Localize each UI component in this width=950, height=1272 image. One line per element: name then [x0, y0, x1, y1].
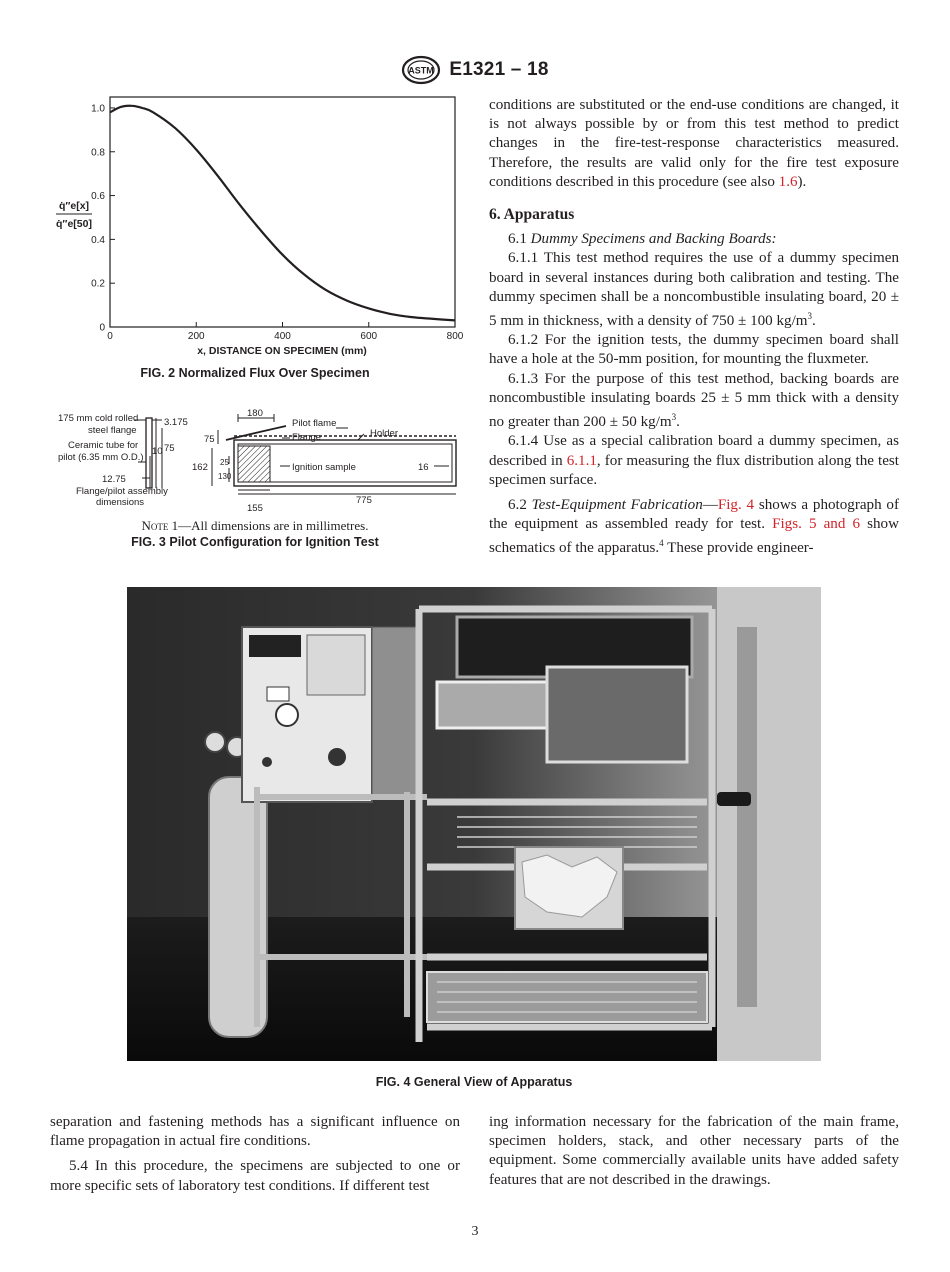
link-figs-5-6[interactable]: Figs. 5 and 6	[772, 516, 861, 533]
flange-desc-line2: steel flange	[88, 425, 137, 436]
assembly-label-line2: dimensions	[96, 497, 145, 508]
paragraph-5-4: 5.4 In this procedure, the specimens are subjected to one or more specific sets of laboratory test conditions. If different test	[50, 1158, 460, 1194]
y-tick-label: 0.6	[91, 191, 105, 203]
x-tick-label: 400	[274, 331, 291, 342]
dim-1275: 12.75	[102, 474, 126, 485]
link-fig-4[interactable]: Fig. 4	[717, 496, 755, 513]
y-tick-label: 0	[99, 322, 105, 334]
right-column	[489, 96, 899, 559]
bottom-right-column	[489, 1113, 899, 1190]
x-axis-label: x, DISTANCE ON SPECIMEN (mm)	[197, 345, 367, 357]
label-flange: Flange	[292, 432, 322, 443]
y-tick-label: 1.0	[91, 103, 105, 115]
y-axis-ticks	[91, 103, 115, 333]
note-label: Note 1	[141, 518, 179, 533]
paragraph-6-1-3: 6.1.3 For the purpose of this test method, backing boards are noncombustible insulating boards 25 ± 5 mm thick with a density no greater than 200 ± 50 $kg/m^3$.	[489, 370, 899, 431]
bottom-left-column	[50, 1113, 460, 1196]
page-header	[0, 52, 950, 88]
link-1-6[interactable]: 1.6	[778, 173, 798, 190]
note-text: —All dimensions are in millimetres.	[178, 518, 369, 533]
dim-25: 25	[220, 458, 229, 467]
paragraph-6-2-cont: ing information necessary for the fabrication of the main frame, specimen holders, stack, and other necessary parts of the equipment. Some commercially available units have added safety features that are not described in the drawings.	[489, 1114, 899, 1188]
x-tick-label: 600	[360, 331, 378, 342]
y-tick-label: 0.4	[91, 234, 105, 246]
flange-desc-line1: 175 mm cold rolled	[58, 413, 139, 424]
dim-10: 10	[152, 446, 163, 457]
y-axis-label-denominator: q̇″e[50]	[56, 218, 92, 230]
paragraph-6-1-1: 6.1.1 This test method requires the use of a dummy specimen board in several instances during both calibration and testing. The dummy specimen shall be a noncombustible insulating board, 20 ± 5 mm in thickness, with a density of 750 ± 100 $kg/m^3$.	[489, 250, 899, 330]
plot-frame	[110, 97, 455, 327]
x-tick-label: 200	[187, 331, 205, 342]
x-tick-label: 800	[446, 331, 464, 342]
document-id: E1321 – 18	[449, 59, 549, 80]
dim-155: 155	[247, 503, 263, 514]
paragraph-6-2: 6.2 Test-Equipment Fabrication—Fig. 4 shows a photograph of the equipment as assembled ready for test. Figs. 5 and 6 show schematics of the apparatus.$^4$ These provide engineer-	[489, 496, 900, 557]
x-tick-label: 0	[107, 331, 113, 342]
dim-75b: 75	[204, 434, 215, 445]
label-ignition-sample: Ignition sample	[292, 462, 356, 473]
fig3-note	[60, 518, 450, 534]
page-number: 3	[471, 1224, 479, 1239]
astm-logo-icon	[401, 55, 441, 85]
paragraph-6-1-4: 6.1.4 Use as a special calibration board a dummy specimen, as described in 6.1.1, for measuring the flux distribution along the test specimen surface.	[489, 433, 899, 488]
dim-75a: 75	[164, 443, 175, 454]
label-pilot-flame: Pilot flame	[292, 418, 337, 429]
dim-162: 162	[192, 462, 208, 473]
apparatus-photo-illustration	[127, 587, 821, 1061]
link-6-1-1[interactable]: 6.1.1	[566, 452, 597, 469]
series-line-normalized-flux	[110, 106, 455, 321]
section-heading-apparatus: 6. Apparatus	[489, 206, 575, 224]
assembly-label-line1: Flange/pilot assembly	[76, 486, 168, 497]
tube-desc-line2: pilot (6.35 mm O.D.)	[58, 452, 144, 463]
fig3-diagram	[54, 404, 464, 514]
fig2-chart	[40, 92, 470, 364]
y-axis-label-numerator: q̇″e[x]	[58, 200, 90, 212]
dim-775: 775	[356, 495, 372, 506]
dim-3175: 3.175	[164, 417, 188, 428]
fig4-caption: FIG. 4 General View of Apparatus	[375, 1075, 573, 1089]
dim-180: 180	[247, 408, 263, 419]
x-axis-ticks	[107, 322, 464, 342]
fig2-caption: FIG. 2 Normalized Flux Over Specimen	[140, 366, 370, 380]
dim-130: 130	[218, 472, 232, 481]
continued-paragraph: conditions are substituted or the end-use conditions are changed, it is not always possible by or from this test method to predict changes in the fire-test-response characteristics measured. Therefore, the results are valid only for the fire test exposure conditions described in this procedure (see also 1.6).	[489, 97, 899, 190]
paragraph-5-3-end: separation and fastening methods has a significant influence on flame propagation in actual fire conditions.	[50, 1114, 460, 1150]
label-holder: Holder	[370, 428, 398, 439]
tube-desc-line1: Ceramic tube for	[68, 440, 139, 451]
y-tick-label: 0.2	[91, 278, 105, 290]
paragraph-6-1-2: 6.1.2 For the ignition tests, the dummy specimen board shall have a hole at the 50-mm position, for mounting the fluxmeter.	[489, 332, 899, 368]
paragraph-6-1: 6.1 Dummy Specimens and Backing Boards:	[508, 231, 777, 248]
dim-16: 16	[418, 462, 429, 473]
logo-text: ASTM	[408, 65, 435, 76]
fig4-photograph	[127, 587, 821, 1061]
fig3-caption: FIG. 3 Pilot Configuration for Ignition Test	[131, 535, 379, 549]
y-tick-label: 0.8	[91, 147, 105, 159]
